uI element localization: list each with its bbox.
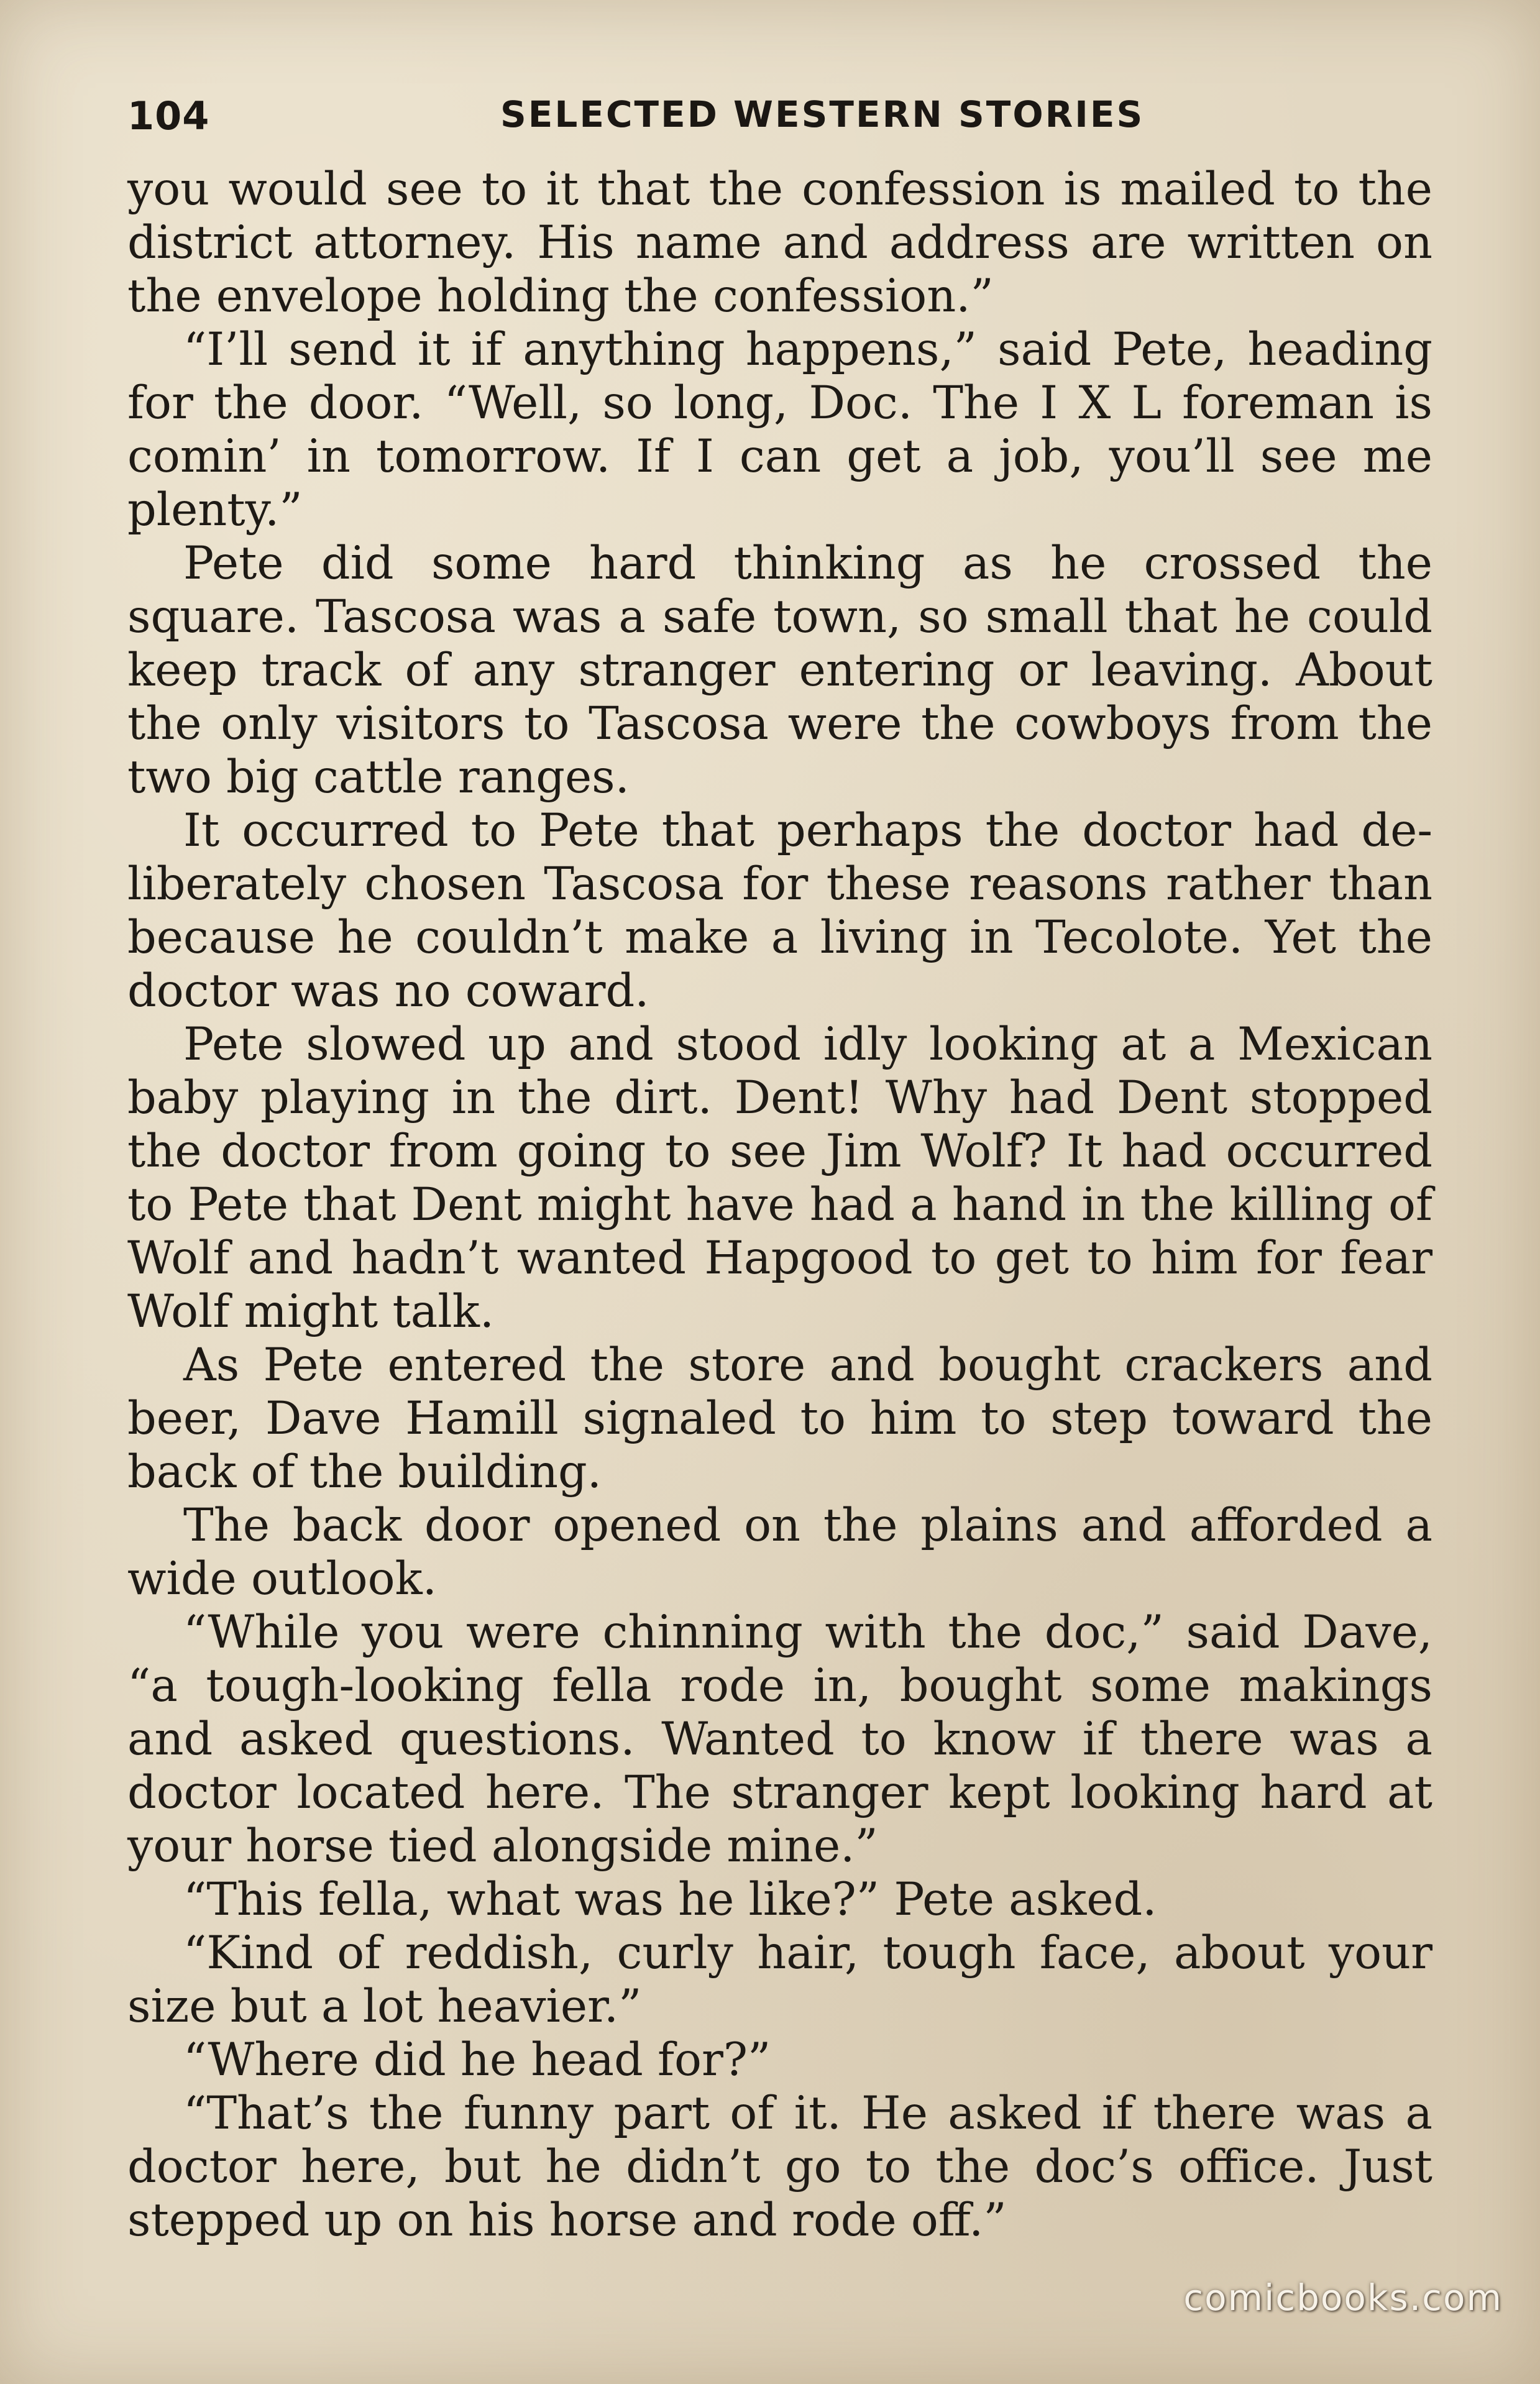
paragraph: “While you were chinning with the doc,” said Dave, “a tough-looking fella rode in, bought some makings and asked questions. Wanted to know if there was a doctor located here. The stranger kept looking hard at your horse tied alongside mine.” [127,1606,1432,1873]
paragraph: “I’ll send it if anything happens,” said Pete, heading for the door. “Well, so long, Doc. The I X L foreman is comin’ in tomorrow. If I can get a job, you’ll see me plenty.” [127,323,1432,536]
paragraph: As Pete entered the store and bought crackers and beer, Dave Hamill signaled to him to step toward the back of the building. [127,1339,1432,1498]
paragraph: “This fella, what was he like?” Pete asked. [183,1873,1157,1926]
paragraph: Pete did some hard thinking as he crossed the square. Tascosa was a safe town, so small that he could keep track of any stranger entering or leaving. About the only visitors to Tascosa were the cowboys from the two big cattle ranges. [127,537,1432,804]
paragraph: Pete slowed up and stood idly looking at a Mexican baby playing in the dirt. Dent! Why had Dent stopped the doctor from going to see Jim Wolf? It had occurred to Pete that Dent might have had a hand in the killing of Wolf and hadn’t wanted Hapgood to get to him for fear Wolf might talk. [127,1018,1432,1338]
paragraph: “Where did he head for?” [183,2033,771,2086]
book-title: SELECTED WESTERN STORIES [500,93,1145,135]
paragraph: “Kind of reddish, curly hair, tough face, about your size but a lot heavier.” [127,1927,1432,2033]
page-number: 104 [127,93,210,139]
story-body [127,163,1432,2247]
paragraph: “That’s the funny part of it. He asked if there was a doctor here, but he didn’t go to the doc’s office. Just stepped up on his horse and rode off.” [127,2087,1432,2247]
site-watermark: comicbooks.com [1183,2276,1503,2319]
paragraph: you would see to it that the confession is mailed to the district attorney. His name and address are written on the envelope holding the confession.” [127,163,1432,323]
running-head [127,93,1432,155]
paragraph: The back door opened on the plains and afforded a wide outlook. [127,1499,1432,1605]
paragraph: It occurred to Pete that perhaps the doctor had deliberately chosen Tascosa for these reasons rather than because he couldn’t make a living in Tecolote. Yet the doctor was no coward. [127,804,1432,1017]
